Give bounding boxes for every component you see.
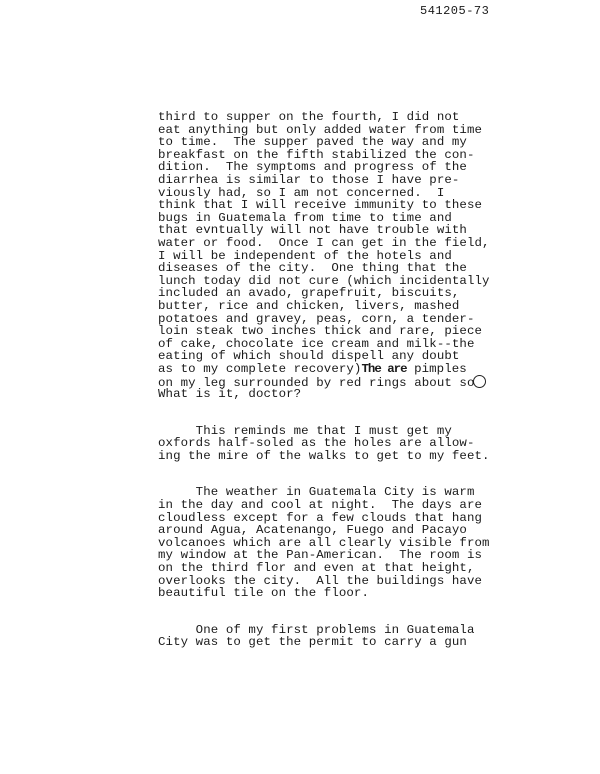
text-line: of cake, chocolate ice cream and milk--the [158, 336, 475, 351]
text-line: around Agua, Acatenango, Fuego and Pacayo [158, 523, 467, 538]
paragraph-3 [158, 486, 588, 599]
text-line: lunch today did not cure (which incidentally [158, 273, 490, 288]
text-line: eating of which should dispell any doubt [158, 349, 460, 364]
text-line: What is it, doctor? [158, 387, 302, 402]
text-line: diarrhea is similar to those I have pre- [158, 172, 460, 187]
text-segment: pimples [406, 361, 467, 376]
text-line: on the third flor and even at that height, [158, 561, 475, 575]
text-line: beautiful tile on the floor. [158, 586, 369, 601]
paragraph-2 [158, 425, 588, 463]
document-id: 541205-73 [420, 4, 490, 18]
text-line: my window at the Pan-American. The room is [158, 548, 483, 563]
paragraph-gap [158, 600, 588, 624]
paragraph-gap [158, 462, 588, 486]
text-line: cloudless except for a few clouds that hang [158, 510, 483, 525]
paragraph-gap [158, 401, 588, 425]
text-line: City was to get the permit to carry a gun [158, 635, 467, 650]
text-line: This reminds me that I must get my [158, 423, 452, 438]
text-line: water or food. Once I can get in the field, [158, 235, 490, 250]
paragraph-4 [158, 624, 588, 649]
text-line: that evntually will not have trouble with [158, 223, 467, 238]
text-line: to time. The supper paved the way and my [158, 135, 467, 150]
text-line: viously had, so I am not concerned. I [158, 185, 445, 200]
text-line: butter, rice and chicken, livers, mashed [158, 298, 460, 313]
text-line: dition. The symptoms and progress of the [158, 160, 467, 175]
overstrike-correction: The are [361, 361, 407, 376]
paragraph-1 [158, 111, 588, 401]
text-line: I will be independent of the hotels and [158, 248, 452, 263]
text-line: in the day and cool at night. The days are [158, 498, 483, 513]
circle-mark-icon [473, 375, 486, 388]
text-line: bugs in Guatemala from time to time and [158, 210, 452, 225]
text-line: ing the mire of the walks to get to my feet. [158, 448, 490, 463]
text-line: volcanoes which are all clearly visible from [158, 535, 490, 550]
text-line: potatoes and gravey, peas, corn, a tender- [158, 311, 475, 326]
text-line: The weather in Guatemala City is warm [158, 485, 475, 500]
text-line: included an avado, grapefruit, biscuits, [158, 286, 460, 301]
letter-body [158, 111, 588, 649]
text-line: eat anything but only added water from time [158, 122, 483, 137]
text-line: diseases of the city. One thing that the [158, 261, 467, 276]
text-line: think that I will receive immunity to these [158, 198, 483, 213]
text-line: third to supper on the fourth, I did not [158, 110, 460, 124]
text-line: oxfords half-soled as the holes are allow- [158, 436, 475, 451]
text-line: One of my first problems in Guatemala [158, 622, 475, 637]
text-line: breakfast on the fifth stabilized the con- [158, 147, 475, 162]
text-segment: on my leg surrounded by red rings about so [158, 376, 475, 391]
text-line-with-overstrike [158, 363, 588, 376]
text-line: loin steak two inches thick and rare, piece [158, 324, 483, 339]
text-line: overlooks the city. All the buildings have [158, 573, 483, 588]
text-segment: as to my complete recovery) [158, 361, 362, 376]
